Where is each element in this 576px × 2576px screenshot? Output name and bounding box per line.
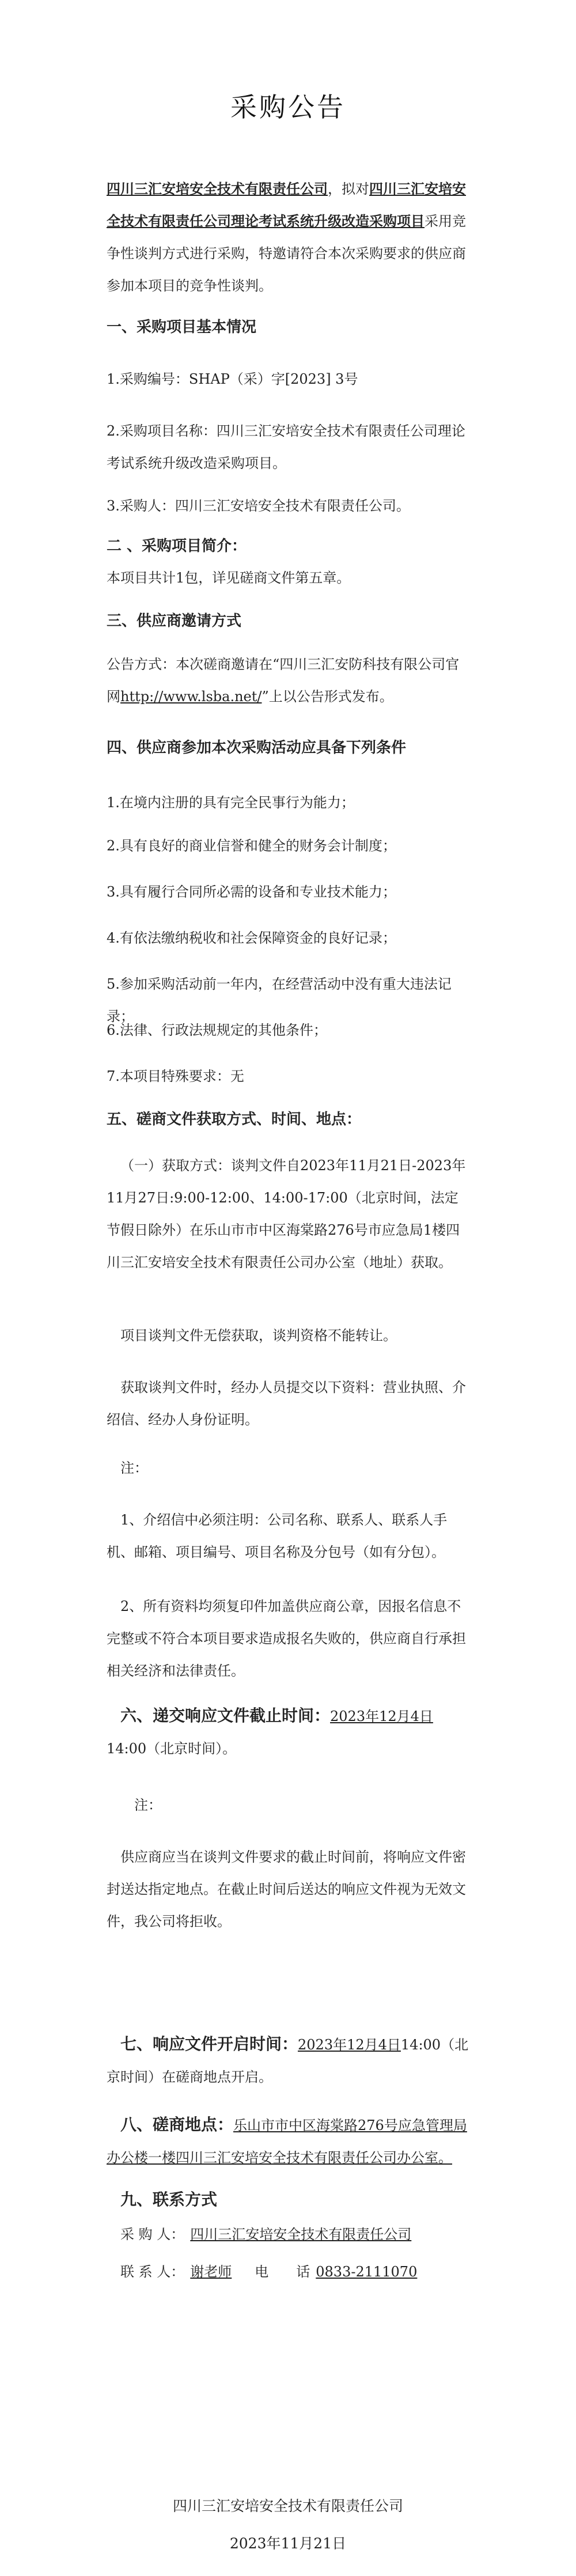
intro-paragraph [107,173,469,302]
s1-item3: 3.采购人：四川三汇安培安全技术有限责任公司。 [107,498,410,514]
s3-text2: ”上以公告形式发布。 [262,689,393,705]
signature-date: 2023年11月21日 [229,2535,347,2552]
s5-heading: 五、磋商文件获取方式、时间、地点： [107,1111,362,1128]
s4-item-3: 3.具有履行合同所必需的设备和专业技术能力； [107,884,396,900]
s4-item-7: 7.本项目特殊要求：无 [107,1068,244,1084]
s5-p1: （一）获取方式：谈判文件自2023年11月21日-2023年11月27日:9:00-12:00、14:00-17:00（北京时间，法定节假日除外）在乐山市市中区海棠路276号市应急局1楼四川三汇安培安全技术有限责任公司办公室（地址）获取。 [107,1158,466,1270]
s7-tail: 在磋商地点开启。 [162,2069,272,2085]
s4-item-4: 4.有依法缴纳税收和社会保障资金的良好记录； [107,930,396,946]
s6-note-label: 注： [134,1797,162,1813]
s3-text: 公告方式：本次磋商邀请在“四川三汇安防科技有限公司官网 [107,656,460,705]
s8-address: 乐山市市中区海棠路276号应急管理局办公楼一楼四川三汇安培安全技术有限责任公司办公室。 [107,2117,467,2166]
s1-item1: 1.采购编号：SHAP（采）字[2023] 3号 [107,371,358,387]
s5-p3: 获取谈判文件时，经办人员提交以下资料：营业执照、介绍信、经办人身份证明。 [107,1379,466,1428]
s5-note-label: 注： [120,1460,148,1476]
s4-heading: 四、供应商参加本次采购活动应具备下列条件 [107,739,407,756]
s7-time: 14:00（北京时间） [107,2037,469,2085]
s9-contact-label: 联 系 人： [120,2264,185,2280]
s9-phone: 0833-2111070 [316,2264,418,2280]
intro-org: 四川三汇安培安全技术有限责任公司 [107,180,328,197]
s1-item2: 2.采购项目名称：四川三汇安培安全技术有限责任公司理论考试系统升级改造采购项目。 [107,423,465,471]
s9-buyer-row [107,2218,469,2250]
s8-heading: 八、磋商地点： [120,2115,234,2134]
s2-heading: 二 、采购项目简介： [107,538,247,555]
s9-phone-label: 电 话 [255,2264,310,2280]
signature-org: 四川三汇安培安全技术有限责任公司 [172,2498,403,2514]
s7-heading: 七、响应文件开启时间： [120,2034,298,2053]
s5-note2: 2、所有资料均须复印件加盖供应商公章，因报名信息不完整或不符合本项目要求造成报名失败的，供应商自行承担相关经济和法律责任。 [107,1598,466,1679]
s6-note: 供应商应当在谈判文件要求的截止时间前，将响应文件密封送达指定地点。在截止时间后送达的响应文件视为无效文件，我公司将拒收。 [107,1849,466,1930]
s5-note1: 1、介绍信中必须注明：公司名称、联系人、联系人手机、邮箱、项目编号、项目名称及分包号（如有分包）。 [107,1512,448,1560]
s9-contact: 谢老师 [190,2264,232,2280]
s4-item-2: 2.具有良好的商业信誉和健全的财务会计制度； [107,838,396,854]
s6-heading: 六、递交响应文件截止时间： [120,1706,331,1725]
s4-item-1: 1.在境内注册的具有完全民事行为能力； [107,795,355,811]
s3-paragraph [107,648,469,713]
s9-heading: 九、联系方式 [120,2190,218,2209]
s6-date: 2023年12月4日 [330,1708,433,1724]
s9-buyer: 四川三汇安培安全技术有限责任公司 [190,2226,412,2242]
s7-date: 2023年12月4日 [298,2037,401,2053]
s6-paragraph [107,1700,469,1765]
s3-heading: 三、供应商邀请方式 [107,612,242,630]
page-title: 采购公告 [230,92,346,123]
intro-mid: ，拟对 [328,181,369,197]
s5-p2: 项目谈判文件无偿获取，谈判资格不能转让。 [120,1327,397,1344]
s6-time: 14:00（北京时间）。 [107,1741,237,1757]
s3-link[interactable]: http://www.lsba.net/ [120,689,262,705]
intro-tail: 采用竞争性谈判方式进行采购，特邀请符合本次采购要求的供应商参加本项目的竞争性谈判。 [107,213,466,294]
intro-project: 四川三汇安培安全技术有限责任公司理论考试系统升级改造采购项目 [107,180,466,229]
s8-paragraph [107,2109,469,2174]
s9-contact-row [107,2256,469,2288]
s7-paragraph [107,2028,469,2093]
s2-text: 本项目共计1包，详见磋商文件第五章。 [107,570,351,586]
s4-item-6: 6.法律、行政法规规定的其他条件； [107,1022,327,1038]
s9-buyer-label: 采 购 人： [120,2226,185,2242]
s4-item-5: 5.参加采购活动前一年内，在经营活动中没有重大违法记录； [107,976,452,1024]
s1-heading: 一、采购项目基本情况 [107,319,257,336]
